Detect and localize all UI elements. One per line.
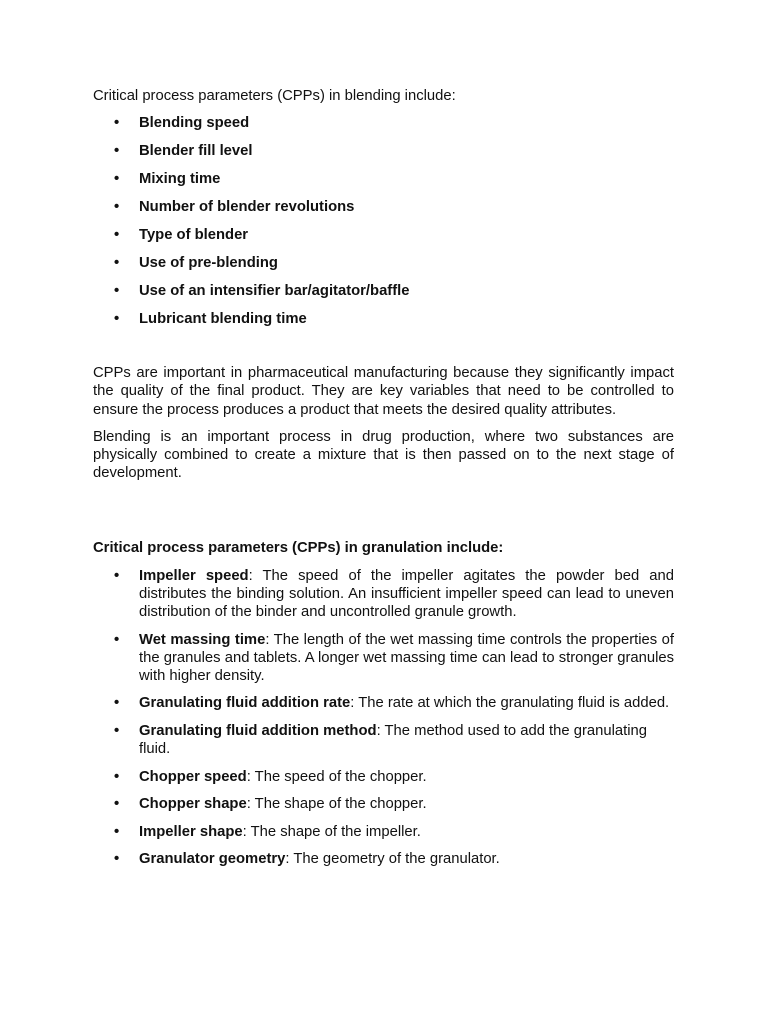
list-item-term: Chopper speed	[139, 768, 247, 785]
list-item-term: Granulating fluid addition rate	[139, 695, 351, 712]
bullet-icon: •	[114, 227, 120, 244]
list-item-desc: : The rate at which the granulating fluid is added.	[350, 695, 670, 712]
bullet-icon: •	[114, 115, 120, 132]
list-item	[93, 254, 674, 272]
list-item	[93, 722, 674, 758]
list-item-term: Wet massing time	[139, 631, 266, 648]
list-item	[93, 631, 674, 686]
bullet-icon: •	[114, 823, 120, 840]
list-item	[93, 198, 674, 216]
spacer	[93, 482, 674, 539]
list-item	[93, 694, 674, 712]
list-item	[93, 142, 674, 160]
bullet-icon: •	[114, 171, 120, 188]
bullet-icon: •	[114, 199, 120, 216]
bullet-icon: •	[114, 283, 120, 300]
bullet-icon: •	[114, 768, 120, 785]
list-item-desc: : The shape of the impeller.	[242, 823, 421, 840]
list-item-text: Blender fill level	[139, 143, 253, 160]
list-item	[93, 170, 674, 188]
granulation-cpp-list	[93, 567, 674, 869]
list-item-term: Granulating fluid addition method	[139, 722, 377, 739]
list-item-text: Use of an intensifier bar/agitator/baffle	[139, 283, 410, 300]
list-item	[93, 114, 674, 132]
bullet-icon: •	[114, 722, 120, 739]
list-item-text: Mixing time	[139, 171, 221, 188]
list-item	[93, 823, 674, 841]
list-item-text: Blending speed	[139, 115, 250, 132]
list-item-term: Impeller speed	[139, 567, 249, 584]
list-item-term: Impeller shape	[139, 823, 243, 840]
list-item-text: Use of pre-blending	[139, 255, 278, 272]
list-item-desc: : The speed of the impeller agitates the powder bed and distributes the binding solution. An insufficient impeller speed can lead to uneven distribution of the binder and uncontrolled granule growth.	[139, 567, 674, 621]
list-item-desc: : The geometry of the granulator.	[285, 851, 500, 868]
list-item-text: Type of blender	[139, 227, 249, 244]
granulation-heading: Critical process parameters (CPPs) in granulation include:	[93, 540, 504, 557]
list-item	[93, 226, 674, 244]
bullet-icon: •	[114, 143, 120, 160]
bullet-icon: •	[114, 796, 120, 813]
list-item-desc: : The length of the wet massing time controls the properties of the granules and tablets. A longer wet massing time can lead to stronger granules with higher density.	[139, 631, 674, 684]
document-body	[93, 87, 674, 878]
list-item-term: Chopper shape	[139, 796, 247, 813]
list-item	[93, 795, 674, 813]
list-item-text: Lubricant blending time	[139, 311, 307, 328]
bullet-icon: •	[114, 567, 120, 584]
blending-intro: Critical process parameters (CPPs) in blending include:	[93, 88, 456, 104]
list-item	[93, 310, 674, 328]
spacer	[93, 338, 674, 364]
list-item	[93, 850, 674, 868]
bullet-icon: •	[114, 255, 120, 272]
list-item-term: Granulator geometry	[139, 851, 286, 868]
list-item-desc: : The speed of the chopper.	[246, 768, 427, 785]
blending-definition-paragraph: Blending is an important process in drug production, where two substances are physically combined to create a mixture that is then passed on to the next stage of development.	[93, 428, 674, 482]
list-item-desc: : The shape of the chopper.	[246, 796, 427, 813]
list-item-desc: : The method used to add the granulating fluid.	[139, 722, 647, 758]
list-item-text: Number of blender revolutions	[139, 199, 355, 216]
list-item	[93, 567, 674, 622]
bullet-icon: •	[114, 631, 120, 648]
bullet-icon: •	[114, 695, 120, 712]
blending-cpp-list	[93, 114, 674, 328]
list-item	[93, 768, 674, 786]
cpp-importance-paragraph: CPPs are important in pharmaceutical manufacturing because they significantly impact the quality of the final product. They are key variables that need to be controlled to ensure the process produces a product that meets the desired quality attributes.	[93, 365, 674, 418]
bullet-icon: •	[114, 851, 120, 868]
bullet-icon: •	[114, 311, 120, 328]
list-item	[93, 282, 674, 300]
